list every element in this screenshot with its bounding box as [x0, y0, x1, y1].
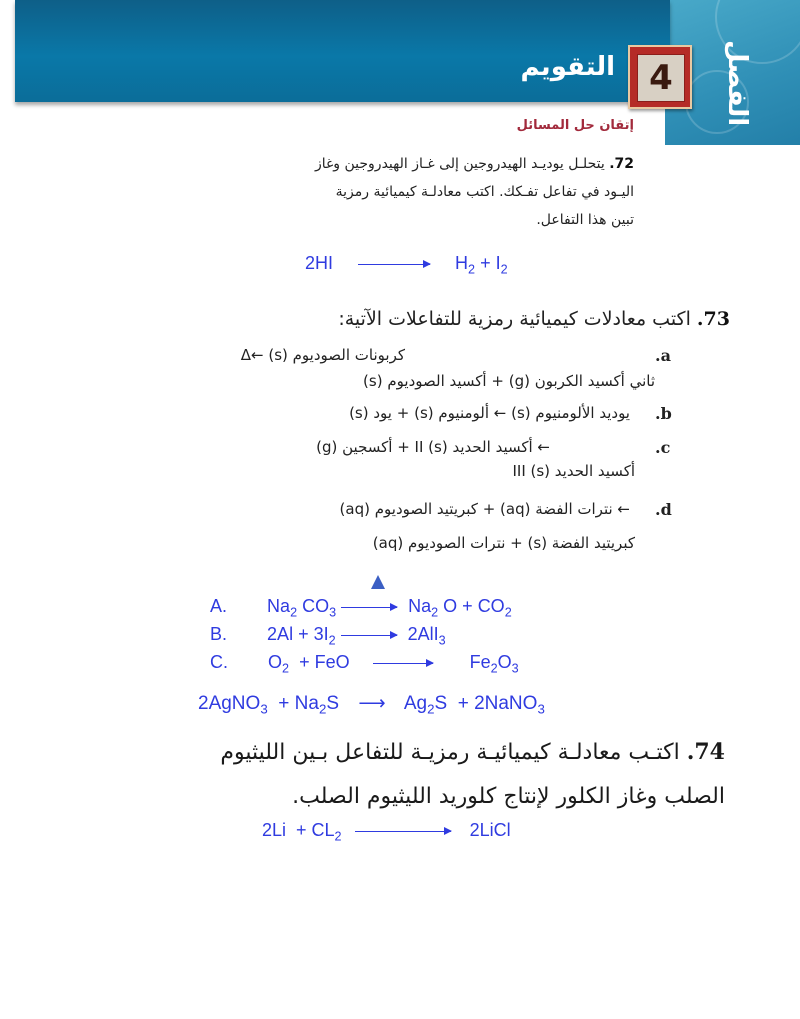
equation-term: Ag — [403, 693, 428, 714]
subscript: 2 — [427, 701, 435, 717]
question-73-heading — [338, 308, 730, 330]
equation-left: 2Li + CL — [262, 820, 335, 840]
question-text: اكتب معادلات كيميائية رمزية للتفاعلات الآتية: — [338, 308, 691, 330]
subscript: 2 — [490, 661, 498, 676]
equation-term: H — [455, 253, 469, 273]
header-bar — [15, 0, 670, 102]
answer-72 — [305, 253, 508, 276]
equation-term: 2Al + 3I — [267, 624, 329, 644]
item-letter — [655, 500, 672, 519]
answer-b — [210, 624, 446, 647]
answer-74 — [262, 820, 511, 843]
chapter-label: الفصل — [722, 40, 752, 127]
equation-term: + FeO — [289, 652, 350, 672]
letter-a: a. — [655, 346, 671, 365]
reaction-arrow — [341, 635, 397, 636]
equation-term: 2AgNO — [198, 693, 261, 714]
subscript: 2 — [290, 605, 298, 620]
subscript: 3 — [438, 633, 446, 648]
subscript: 2 — [431, 605, 439, 620]
subscript: 3 — [537, 701, 545, 717]
subscript: 2 — [282, 661, 290, 676]
subscript: 3 — [329, 605, 337, 620]
chapter-number-badge — [628, 45, 692, 109]
question-line — [274, 150, 634, 178]
question-line: تبين هذا التفاعل. — [536, 212, 634, 228]
equation-term: O — [497, 652, 512, 672]
subscript: 2 — [334, 829, 342, 844]
item-b-line1: يوديد الألومنيوم (s) ← ألومنيوم (s) + يود (s) — [349, 404, 630, 422]
letter-d: d. — [655, 500, 672, 519]
question-number: 72. — [609, 156, 634, 172]
question-72 — [274, 150, 634, 234]
item-d-line2: كبريتيد الفضة (s) + نترات الصوديوم (aq) — [372, 534, 635, 552]
equation-term: + I — [475, 253, 501, 273]
equation-term: O — [268, 652, 283, 672]
subscript: 2 — [504, 605, 512, 620]
equation-right: 2LiCl — [469, 820, 511, 840]
subscript: 3 — [260, 701, 268, 717]
item-d-line1: ← نترات الفضة (aq) + كبريتيد الصوديوم (aq) — [339, 500, 630, 518]
item-c-line1: ← أكسيد الحديد II (s) + أكسجين (g) — [316, 438, 550, 456]
answer-a — [210, 596, 512, 619]
question-number: 74. — [686, 739, 725, 765]
reaction-arrow — [355, 831, 451, 832]
reaction-arrow: ⟶ — [358, 693, 386, 714]
equation-term: Fe — [469, 652, 491, 672]
subscript: 3 — [511, 661, 519, 676]
equation-term: S — [326, 693, 340, 714]
subscript: 2 — [468, 262, 476, 277]
reaction-arrow — [341, 607, 397, 608]
answer-d — [198, 692, 545, 717]
chapter-number: 4 — [637, 54, 685, 102]
question-line: اليـود في تفاعل تفـكك. اكتب معادلـة كيميائية رمزية — [335, 184, 634, 200]
question-text: اكتـب معادلـة كيميائيـة رمزيـة للتفاعل بـين الليثيوم — [220, 740, 680, 765]
equation-term: CO — [297, 596, 330, 616]
equation-term: S + 2NaNO — [434, 693, 538, 714]
equation-term: + Na — [267, 693, 319, 714]
question-text: يتحلـل يوديـد الهيدروجين إلى غـاز الهيدروجين وغاز — [314, 156, 605, 172]
subscript: 2 — [500, 262, 508, 277]
letter-b: b. — [655, 404, 672, 423]
answer-label: C. — [210, 652, 228, 672]
heat-triangle-icon — [370, 574, 386, 590]
section-subheading: إتقان حل المسائل — [516, 118, 634, 133]
reaction-arrow — [358, 264, 430, 265]
question-line — [205, 730, 725, 775]
equation-term: 2AlI — [407, 624, 439, 644]
question-line: الصلب وغاز الكلور لإنتاج كلوريد الليثيوم الصلب. — [292, 784, 725, 809]
question-number: 73. — [696, 308, 730, 330]
page-title: التقويم — [520, 52, 615, 82]
subscript: 2 — [318, 701, 327, 717]
equation-term: Na — [408, 596, 432, 616]
item-a-line1: كربونات الصوديوم (s) ←Δ — [240, 346, 405, 364]
question-74 — [205, 730, 725, 819]
equation-left: 2HI — [305, 253, 334, 273]
answer-c — [210, 652, 519, 675]
item-letter — [655, 346, 671, 365]
reaction-arrow — [373, 663, 433, 664]
subscript: 2 — [328, 633, 336, 648]
item-a-line2: ثاني أكسيد الكربون (g) + أكسيد الصوديوم (s) — [363, 372, 655, 390]
answer-label: A. — [210, 596, 228, 616]
answer-label: B. — [210, 624, 228, 644]
item-c-line2: أكسيد الحديد III (s) — [512, 462, 635, 480]
equation-term: O + CO — [438, 596, 505, 616]
equation-term: Na — [267, 596, 291, 616]
letter-c: c. — [655, 438, 671, 457]
item-letter — [655, 404, 672, 423]
item-letter — [655, 438, 670, 457]
